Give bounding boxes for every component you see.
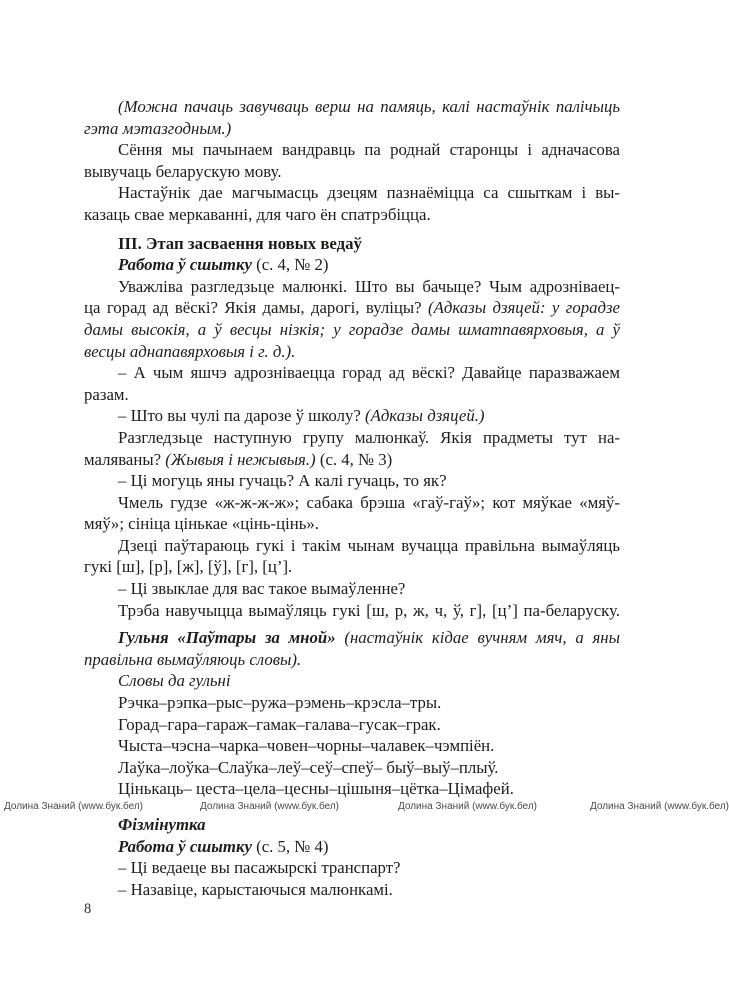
text-segment: Сёння мы пачынаем вандравць па роднай старонцы і адначасова	[118, 140, 620, 160]
watermark-text: Долина Знаний (www.бук.бел)	[398, 801, 537, 812]
word-chain-line	[84, 735, 620, 757]
text-segment: – Ці ведаеце вы пасажырскі транспарт?	[118, 858, 401, 878]
watermark-text: Долина Знаний (www.бук.бел)	[590, 801, 729, 812]
text-segment: Дзеці паўтараюць гукі і такім чынам вучацца правільна вымаўляць	[118, 535, 620, 555]
text-line	[84, 297, 620, 319]
text-line	[84, 670, 620, 692]
text-segment: ца горад ад вёскі? Якія дамы, дарогі, вуліцы?	[84, 298, 428, 318]
text-line	[84, 161, 620, 183]
text-line	[84, 857, 620, 879]
text-segment: Настаўнік дае магчымасць дзецям пазнаёміцца са сшыткам і вы-	[118, 183, 620, 203]
text-segment: гэта мэтазгодным.)	[84, 118, 232, 138]
watermark-text: Долина Знаний (www.бук.бел)	[200, 801, 339, 812]
text-line	[84, 139, 620, 161]
text-line	[84, 470, 620, 492]
text-segment: Фізмінутка	[118, 815, 206, 834]
word-chain-line	[84, 778, 620, 800]
text-line	[84, 535, 620, 557]
text-line	[84, 182, 620, 204]
text-segment: Трэба навучыцца вымаўляць гукі [ш, р, ж, ч, ў, г], [ц’] па-беларуску.	[118, 600, 620, 620]
text-line	[84, 492, 620, 514]
text-segment: гукі [ш], [р], [ж], [ў], [г], [ц’].	[84, 557, 293, 577]
text-line	[84, 362, 620, 384]
text-segment: Горад–гара–гараж–гамак–галава–гусак–грак.	[118, 714, 441, 734]
text-line	[84, 405, 620, 427]
text-segment: (с. 4, № 2)	[251, 255, 329, 275]
text-segment: (Адказы дзяцей.)	[364, 406, 485, 426]
word-chain-line	[84, 714, 620, 736]
text-segment: (настаўнік кідае вучням мяч, а яны	[344, 628, 620, 648]
text-segment: – Ці могуць яны гучаць? А калі гучаць, то як?	[118, 471, 447, 491]
text-segment: (Жывыя і нежывыя.)	[165, 449, 316, 469]
word-chain-line	[84, 692, 620, 714]
text-segment: III. Этап засваення новых ведаў	[118, 233, 362, 253]
text-line	[84, 319, 620, 341]
text-line	[84, 118, 620, 140]
text-segment: (с. 5, № 4)	[251, 836, 329, 856]
text-segment: казаць свае меркаванні, для чаго ён спатрэбіцца.	[84, 204, 431, 224]
text-line	[84, 427, 620, 449]
text-segment: весцы аднапавярховыя і г. д.).	[84, 341, 296, 361]
text-line	[84, 341, 620, 363]
text-column	[84, 96, 620, 900]
text-line	[84, 879, 620, 901]
section-heading-III	[84, 233, 620, 255]
text-segment: Цінькаць– цеста–цела–цесны–цішыня–цётка–Цімафей.	[118, 779, 514, 799]
text-segment: – Што вы чулі па дарозе ў школу?	[118, 406, 365, 426]
text-line	[84, 384, 620, 406]
text-segment: (Можна пачаць завучваць верш на памяць, калі настаўнік палічыць	[118, 97, 620, 116]
watermark-text: Долина Знаний (www.бук.бел)	[4, 801, 143, 812]
text-segment: – А чым яшчэ адрозніваецца горад ад вёскі? Давайце паразважаем	[118, 363, 620, 383]
watermark-row	[0, 800, 729, 813]
text-segment: Рэчка–рэпка–рыс–ружа–рэмень–крэсла–тры.	[118, 693, 442, 713]
text-segment: Чмель гудзе «ж-ж-ж-ж»; сабака брэша «гаў-гаў»; кот мяўкае «мяў-	[118, 492, 620, 512]
text-segment: мяў»; сініца цінькае «цінь-цінь».	[84, 514, 319, 534]
text-segment: Уважліва разгледзьце малюнкі. Што вы бачыце? Чым адрозніваец-	[118, 276, 620, 296]
text-line	[84, 578, 620, 600]
text-segment: Словы да гульні	[118, 671, 231, 691]
game-heading-line	[84, 627, 620, 649]
fizminutka-heading	[84, 814, 620, 836]
text-segment: вывучаць беларускую мову.	[84, 161, 282, 181]
text-line	[84, 649, 620, 671]
text-line	[84, 204, 620, 226]
word-chain-line	[84, 757, 620, 779]
text-line	[84, 513, 620, 535]
text-segment: – Назавіце, карыстаючыся малюнкамі.	[118, 879, 393, 899]
text-segment: Чыста–чэсна–чарка–човен–чорны–чалавек–чэмпіён.	[118, 736, 495, 756]
text-segment: Работа ў сшытку	[118, 255, 252, 275]
text-segment: маляваны?	[84, 449, 166, 469]
text-segment: правільна вымаўляюць словы).	[84, 649, 302, 669]
text-segment: Работа ў сшытку	[118, 836, 252, 856]
text-line	[84, 600, 620, 622]
text-segment: (с. 4, № 3)	[315, 449, 393, 469]
text-segment: – Ці звыклае для вас такое вымаўленне?	[118, 579, 406, 599]
text-line	[84, 276, 620, 298]
text-segment: Разгледзьце наступную групу малюнкаў. Якія прадметы тут на-	[118, 427, 620, 447]
page-number: 8	[84, 901, 92, 917]
text-line	[84, 449, 620, 471]
text-line	[84, 96, 620, 118]
text-segment: Гульня «Паўтары за мной»	[118, 628, 345, 648]
subheading-rabota-u-sshytku	[84, 836, 620, 858]
subheading-rabota-u-sshytku	[84, 254, 620, 276]
text-segment: Лаўка–лоўка–Слаўка–леў–сеў–спеў– быў–выў–плыў.	[118, 757, 499, 777]
text-segment: дамы высокія, а ў весцы нізкія; у горадзе дамы шматпавярховыя, а ў	[84, 319, 620, 339]
text-segment: (Адказы дзяцей: у горадзе	[428, 298, 620, 318]
text-segment: разам.	[84, 384, 129, 404]
text-line	[84, 556, 620, 578]
